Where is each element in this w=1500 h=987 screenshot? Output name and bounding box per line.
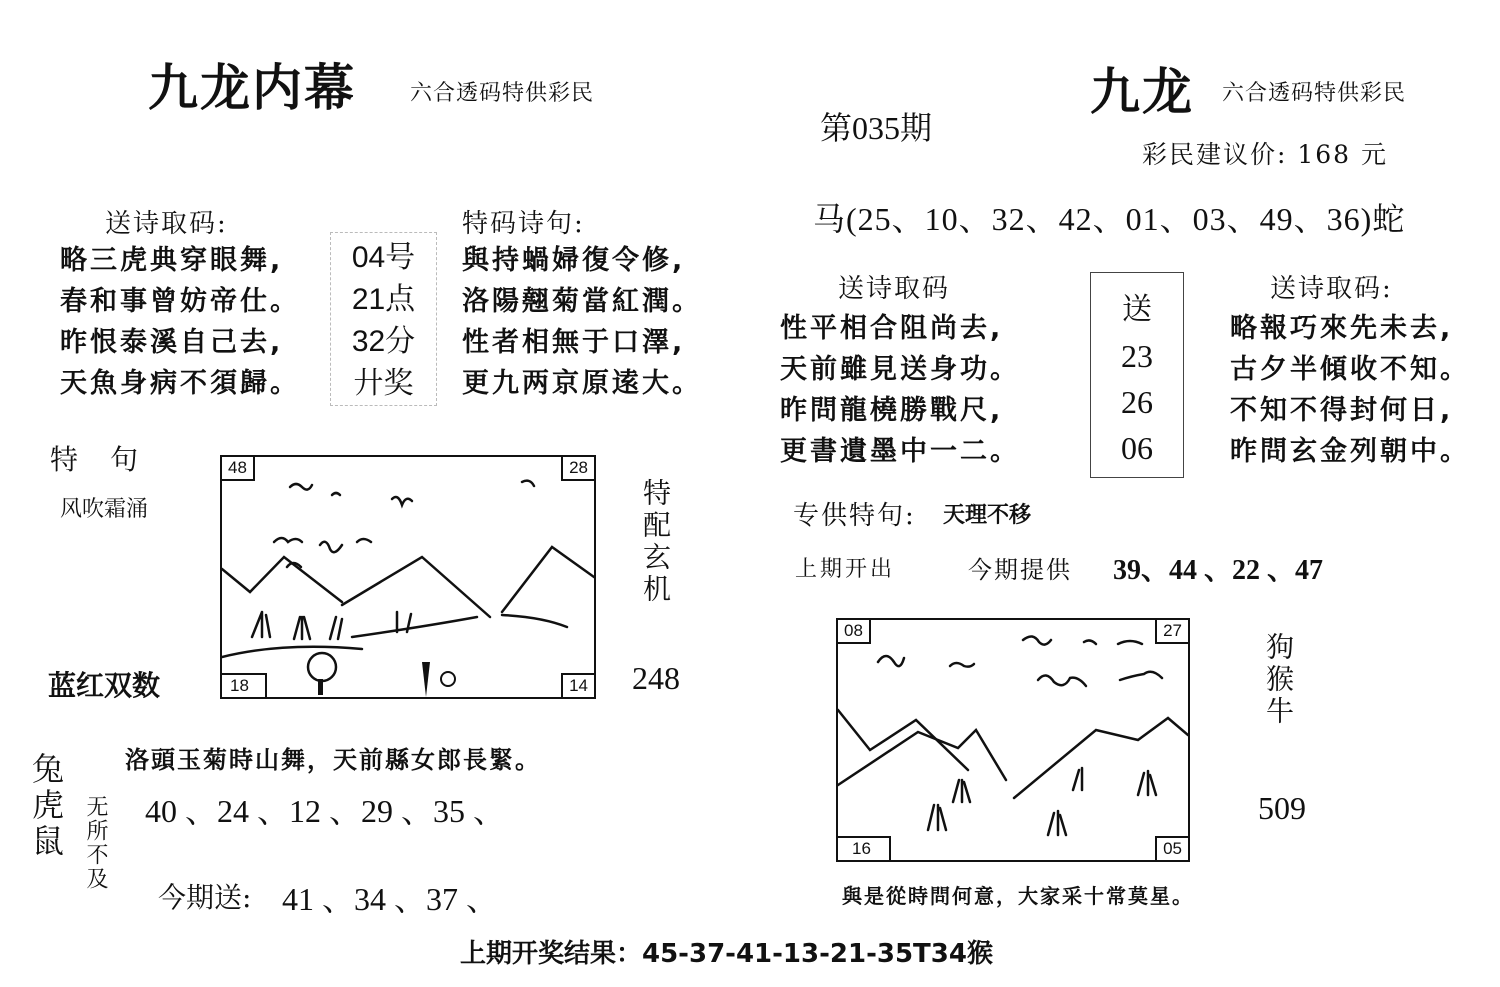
left-poem (60, 240, 300, 404)
landscape-drawing (222, 457, 594, 697)
landscape-drawing (838, 620, 1188, 860)
center-box-line: 21点 (351, 283, 416, 316)
center-box-line: 廾奖 (353, 367, 414, 400)
poem-line: 洛陽翹菊當紅潤。 (462, 286, 702, 317)
price-text: 彩民建议价: 168 元 (1142, 140, 1389, 169)
left-center-box (330, 232, 437, 406)
last-result: 上期开奖结果：45-37-41-13-21-35T34猴 (460, 939, 993, 969)
te-ju-label: 特 句 (50, 443, 141, 476)
poem-line: 昨問玄金列朝中。 (1230, 436, 1470, 467)
center-box-line: 32分 (351, 325, 416, 358)
center-box-line: 送 (1122, 293, 1152, 326)
scene-corner-number: 16 (836, 836, 891, 862)
center-box-line: 26 (1121, 384, 1153, 420)
scene-corner-number: 28 (561, 455, 596, 481)
left-special-label: 特码诗句: (462, 209, 585, 239)
zodiac-range: 马(25、10、32、42、01、03、49、36)蛇 (813, 201, 1406, 237)
left-scene-picture (220, 455, 596, 699)
numbers-row: 40 、24 、12 、29 、35 、 (145, 793, 506, 829)
right-poem-left (780, 308, 1020, 472)
send-row-numbers: 41 、34 、37 、 (282, 881, 499, 917)
poem-line: 天前雖見送身功。 (780, 354, 1020, 385)
left-side-vertical: 特配玄机 (639, 478, 672, 606)
left-subtitle: 六合透码特供彩民 (410, 81, 595, 106)
center-box-line: 06 (1121, 430, 1153, 466)
right-side-number: 509 (1258, 790, 1306, 826)
right-title: 九龙 (1090, 62, 1194, 121)
right-side-vertical: 狗猴牛 (1262, 632, 1295, 728)
poem-line: 昨問龍橈勝戰尺, (780, 395, 1004, 426)
right-poem-label-right: 送诗取码: (1270, 274, 1393, 304)
poem-line: 性平相合阻尚去, (780, 313, 1004, 344)
special-text: 天理不移 (943, 503, 1032, 528)
center-box-line: 23 (1121, 338, 1153, 374)
blue-red-label: 蓝红双数 (48, 669, 161, 702)
right-poem-label-left: 送诗取码 (838, 274, 951, 304)
this-issue-label: 今期提供 (968, 556, 1072, 584)
send-row-label: 今期送: (158, 881, 252, 914)
poem-line: 天魚身病不須歸。 (60, 368, 300, 399)
center-box-line: 04号 (351, 241, 416, 274)
left-title: 九龙内幕 (148, 58, 356, 117)
poem-line: 不知不得封何日, (1230, 395, 1454, 426)
right-poem-right (1230, 308, 1470, 472)
scene-corner-number: 27 (1155, 618, 1190, 644)
left-special-poem (462, 240, 702, 404)
scene-corner-number: 14 (561, 673, 596, 699)
poem-line: 春和事曾妨帝仕。 (60, 286, 300, 317)
poem-line: 略報巧來先未去, (1230, 313, 1454, 344)
poem-line: 與持蝸婦復令修, (462, 245, 686, 276)
right-subtitle: 六合透码特供彩民 (1222, 81, 1407, 106)
right-center-box (1090, 272, 1184, 478)
wusuo-vertical: 无所不及 (83, 795, 108, 891)
poem-line: 更九两京原逺大。 (462, 368, 702, 399)
last-issue-label: 上期开出 (795, 557, 896, 582)
right-scene-picture (836, 618, 1190, 862)
left-bottom-poem: 洛頭玉菊時山舞，天前縣女郎長緊。 (125, 746, 541, 774)
scene-corner-number: 18 (220, 673, 267, 699)
issue-number: 第035期 (820, 110, 933, 146)
poem-line: 昨恨泰溪自己去, (60, 327, 284, 358)
poem-line: 性者相無于口澤, (462, 327, 686, 358)
scene-corner-number: 48 (220, 455, 255, 481)
left-side-number: 248 (632, 660, 680, 696)
left-poem-label: 送诗取码: (105, 209, 228, 239)
te-ju-text: 风吹霜涌 (60, 497, 149, 522)
this-issue-numbers: 39、44 、22 、47 (1113, 555, 1324, 586)
poem-line: 更書遺墨中一二。 (780, 436, 1020, 467)
scene-corner-number: 05 (1155, 836, 1190, 862)
zodiac-vertical: 兔虎鼠 (27, 752, 65, 860)
poem-line: 略三虎典穿眼舞, (60, 245, 284, 276)
right-scene-caption: 與是從時問何意，大家采十常莫星。 (842, 884, 1194, 908)
special-label: 专供特句: (793, 501, 916, 531)
scene-corner-number: 08 (836, 618, 871, 644)
poem-line: 古夕半傾收不知。 (1230, 354, 1470, 385)
